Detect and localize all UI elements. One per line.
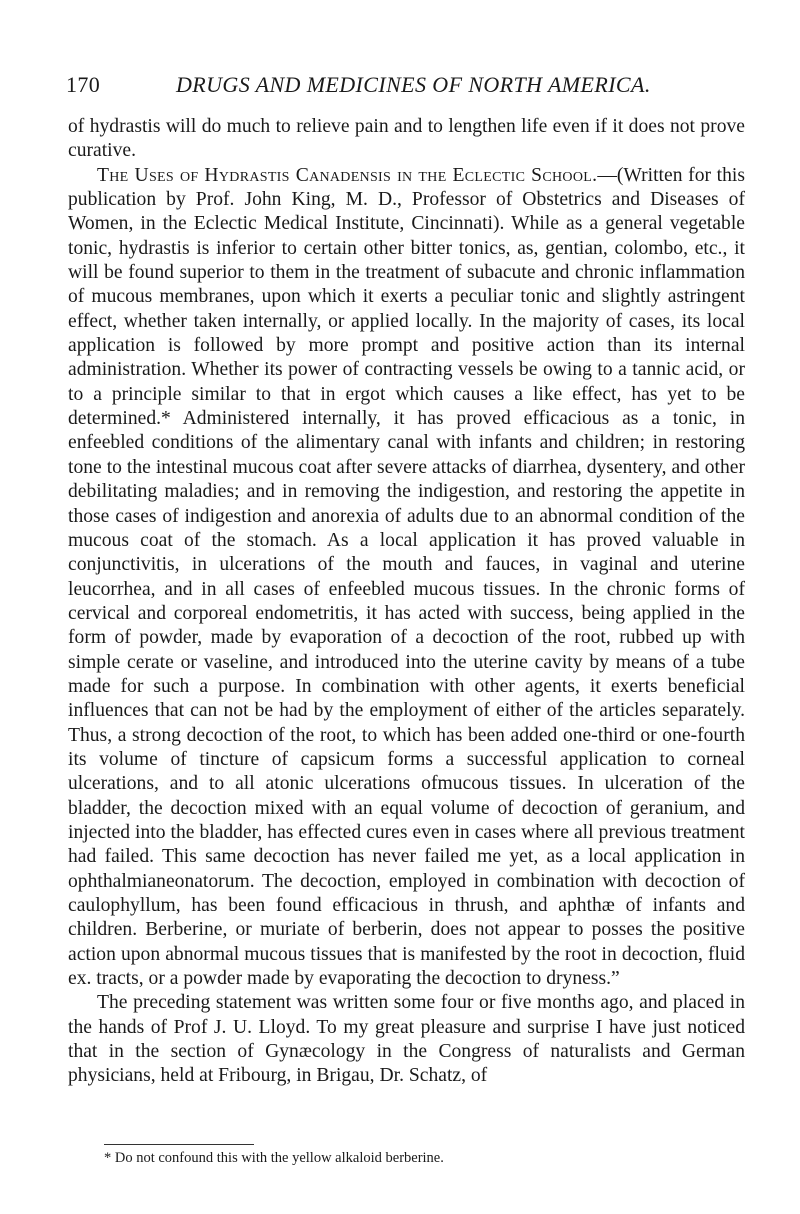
- page-number: 170: [66, 72, 101, 97]
- body-text: [68, 115, 745, 1089]
- footnote-divider: [104, 1144, 254, 1145]
- paragraph-preceding-statement: The preceding statement was written some four or five months ago, and placed in the hands of Prof J. U. Lloyd. To my great pleasure and surprise I have just noticed that in the section of Gynæcology in the Congress of naturalists and German physicians, held at Fribourg, in Brigau, Dr. Schatz, of: [68, 992, 745, 1087]
- paragraph-eclectic-text: —(Written for this publication by Prof. John King, M. D., Professor of Obstetrics and Diseases of Women, in the Eclectic Medical Institute, Cincinnati). While as a general vegetable tonic, hydrastis is inferior to certain other bitter tonics, as, gentian, colombo, etc., it will be found superior to them in the treatment of subacute and chronic inflammation of mucous membranes, upon which it exerts a peculiar tonic and slightly astringent effect, whether taken internally, or applied locally. In the majority of cases, its local application is followed by more prompt and positive action than its internal administration. Whether its power of contracting vessels be owing to a tannic acid, or to a principle similar to that in ergot which causes a like effect, has yet to be determined.* Administered internally, it has proved efficacious as a tonic, in enfeebled conditions of the alimentary canal with infants and children; in restoring tone to the intestinal mucous coat after severe attacks of diarrhea, dysentery, and other debilitating maladies; and in removing the indigestion, and restoring the appetite in those cases of indigestion and anorexia of adults due to an abnormal condition of the mucous coat of the stomach. As a local application it has proved valuable in conjunctivitis, in ulcerations of the mouth and fauces, in vaginal and uterine leucorrhea, and in all cases of enfeebled mucous tissues. In the chronic forms of cervical and corporeal endometritis, it has acted with success, being applied in the form of powder, made by evaporation of a decoction of the root, rubbed up with simple cerate or vaseline, and introduced into the uterine cavity by means of a tube made for such a purpose. In combination with other agents, it exerts beneficial influences that can not be had by the employment of either of the articles separately. Thus, a strong decoction of the root, to which has been added one-third or one-fourth its volume of tincture of capsicum forms a successful application to corneal ulcerations, and to all atonic ulcerations ofmucous tissues. In ulceration of the bladder, the decoction mixed with an equal volume of decoction of geranium, and injected into the bladder, has effected cures even in cases where all previous treatment had failed. This same decoction has never failed me yet, as a local application in ophthalmianeonatorum. The decoction, employed in combination with decoction of caulophyllum, has been found efficacious in thrush, and aphthæ of infants and children. Berberine, or muriate of berberin, does not appear to posses the positive action upon abnormal mucous tissues that is manifested by the root in decoction, fluid ex. tracts, or a powder made by evaporating the decoction to dryness.”: [68, 164, 745, 990]
- running-title: DRUGS AND MEDICINES OF NORTH AMERICA.: [176, 72, 651, 97]
- paragraph-eclectic-uses: [68, 164, 745, 992]
- footnote: * Do not confound this with the yellow alkaloid berberine.: [104, 1150, 444, 1166]
- section-heading: The Uses of Hydrastis Canadensis in the Eclectic School.: [97, 164, 598, 186]
- paragraph-continued: of hydrastis will do much to relieve pain and to lengthen life even if it does not prove curative.: [68, 116, 745, 162]
